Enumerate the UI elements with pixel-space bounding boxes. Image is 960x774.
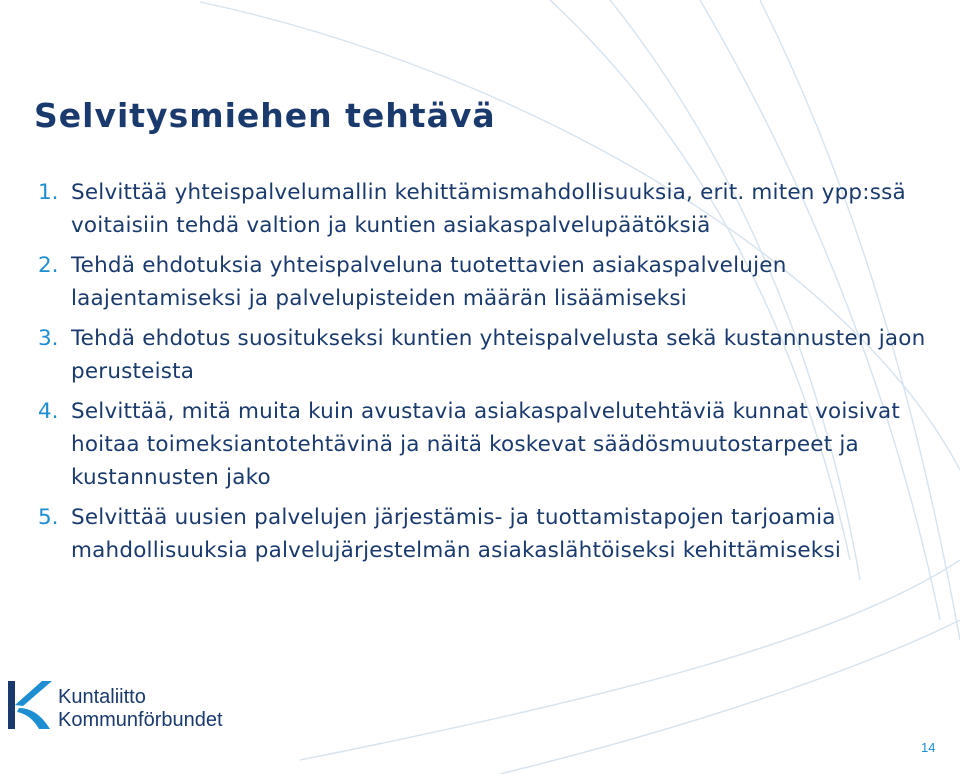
slide-title: Selvitysmiehen tehtävä	[34, 96, 496, 135]
kuntaliitto-logo-icon	[6, 678, 56, 732]
list-item-number: 3.	[38, 326, 59, 351]
page-number: 14	[921, 740, 936, 755]
task-list	[38, 176, 953, 574]
list-item	[38, 176, 953, 242]
list-item	[38, 501, 953, 567]
brand-name	[58, 686, 223, 732]
list-item	[38, 322, 953, 388]
list-item-text: Selvittää, mitä muita kuin avustavia asiakaspalvelutehtäviä kunnat voisivat hoitaa toimeksiantotehtävinä ja näitä koskevat säädösmuutostarpeet ja kustannusten jako	[71, 399, 901, 490]
list-item-number: 5.	[38, 505, 59, 530]
list-item-text: Selvittää uusien palvelujen järjestämis- ja tuottamistapojen tarjoamia mahdollisuuksia palvelujärjestelmän asiakaslähtöiseksi kehittämiseksi	[71, 505, 842, 563]
list-item-number: 1.	[38, 180, 59, 205]
list-item	[38, 395, 953, 494]
list-item-text: Selvittää yhteispalvelumallin kehittämismahdollisuuksia, erit. miten ypp:ssä voitaisiin tehdä valtion ja kuntien asiakaspalvelupäätöksiä	[71, 180, 906, 238]
list-item-text: Tehdä ehdotus suositukseksi kuntien yhteispalvelusta sekä kustannusten jaon perusteista	[71, 326, 926, 384]
brand-line-swedish: Kommunförbundet	[58, 709, 223, 731]
list-item-text: Tehdä ehdotuksia yhteispalveluna tuotettavien asiakaspalvelujen laajentamiseksi ja palvelupisteiden määrän lisäämiseksi	[71, 253, 787, 311]
list-item-number: 2.	[38, 253, 59, 278]
list-item	[38, 249, 953, 315]
brand-line-finnish: Kuntaliitto	[58, 686, 146, 708]
list-item-number: 4.	[38, 399, 59, 424]
